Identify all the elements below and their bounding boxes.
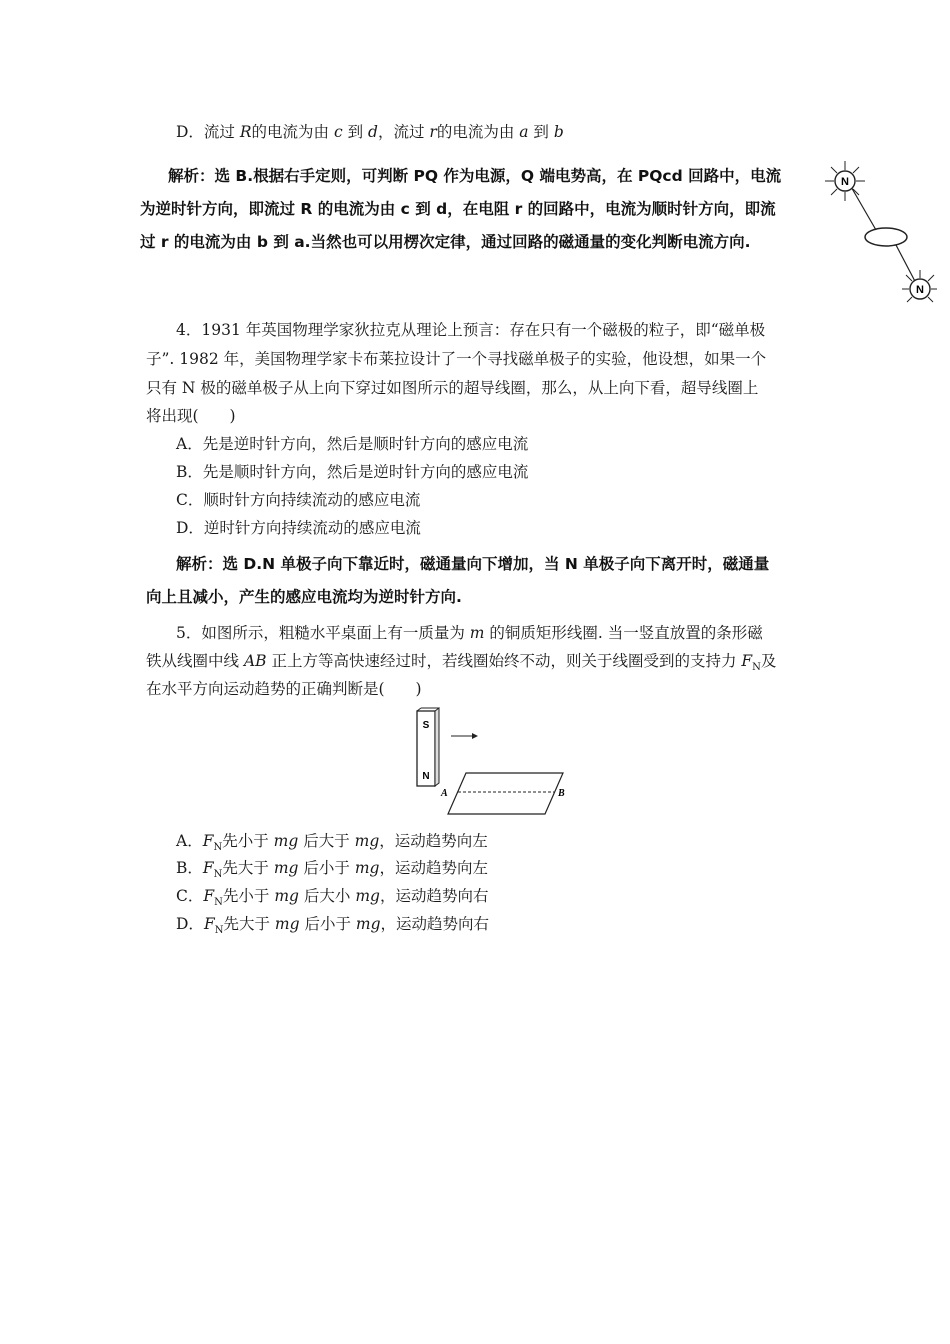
svg-text:S: S bbox=[422, 720, 430, 731]
q5-option-c: C．$F_N$先小于 mg 后大小 mg，运动趋势向右 bbox=[176, 887, 489, 909]
svg-text:B: B bbox=[558, 788, 565, 799]
motion-arrow bbox=[451, 733, 478, 739]
rectangular-coil bbox=[440, 773, 565, 814]
q4-analysis-line-1: 解析：选 D.N 单极子向下靠近时，磁通量向下增加，当 N 单极子向下离开时，磁通量 bbox=[176, 555, 770, 573]
q5-stem-line-3: 在水平方向运动趋势的正确判断是( ) bbox=[146, 680, 422, 698]
monopole-figure bbox=[818, 155, 938, 305]
q4-option-d: D．逆时针方向持续流动的感应电流 bbox=[176, 519, 421, 537]
q5-stem-line-1: 5．如图所示，粗糙水平桌面上有一质量为 m 的铜质矩形线圈. 当一竖直放置的条形磁 bbox=[176, 624, 763, 642]
svg-text:A: A bbox=[441, 788, 448, 799]
q5-option-d: D．$F_N$先大于 mg 后小于 mg，运动趋势向右 bbox=[176, 915, 490, 937]
q4-stem-line-2: 子”. 1982 年，美国物理学家卡布莱拉设计了一个寻找磁单极子的实验，他设想，如果一个 bbox=[146, 350, 767, 368]
q4-option-b: B．先是顺时针方向，然后是逆时针方向的感应电流 bbox=[176, 463, 529, 481]
q3-analysis-line-3: 过 r 的电流为由 b 到 a.当然也可以用楞次定律，通过回路的磁通量的变化判断电流方向. bbox=[140, 233, 751, 251]
q4-stem-line-3: 只有 N 极的磁单极子从上向下穿过如图所示的超导线圈，那么，从上向下看，超导线圈上 bbox=[146, 379, 759, 397]
q5-option-b: B．$F_N$先大于 mg 后小于 mg，运动趋势向左 bbox=[176, 859, 488, 881]
monopole-top bbox=[825, 161, 865, 201]
q5-option-a: A．$F_N$先小于 mg 后大于 mg，运动趋势向左 bbox=[176, 832, 488, 854]
q5-stem-line-2: 铁从线圈中线 AB 正上方等高快速经过时，若线圈始终不动，则关于线圈受到的支持力 $F_N$及 bbox=[146, 652, 777, 674]
q3-analysis-line-2: 为逆时针方向，即流过 R 的电流为由 c 到 d，在电阻 r 的回路中，电流为顺时针方向，即流 bbox=[140, 200, 776, 218]
q4-analysis-line-2: 向上且减小，产生的感应电流均为逆时针方向. bbox=[146, 588, 462, 606]
q4-stem-line-4: 将出现( ) bbox=[146, 407, 236, 425]
q3-option-d: D．流过 R的电流为由 c 到 d，流过 r的电流为由 a 到 b bbox=[176, 123, 564, 141]
svg-text:N: N bbox=[841, 176, 849, 188]
magnet-coil-figure bbox=[408, 706, 578, 816]
q3-analysis-line-1: 解析：选 B.根据右手定则，可判断 PQ 作为电源，Q 端电势高，在 PQcd 回路中，电流 bbox=[168, 167, 782, 185]
q4-option-c: C．顺时针方向持续流动的感应电流 bbox=[176, 491, 421, 509]
svg-text:N: N bbox=[916, 284, 924, 296]
q4-option-a: A．先是逆时针方向，然后是顺时针方向的感应电流 bbox=[176, 435, 529, 453]
q4-stem-line-1: 4．1931 年英国物理学家狄拉克从理论上预言：存在只有一个磁极的粒子，即“磁单极 bbox=[176, 321, 766, 339]
monopole-bottom bbox=[902, 270, 937, 302]
svg-text:N: N bbox=[422, 771, 430, 782]
bar-magnet bbox=[417, 708, 439, 786]
